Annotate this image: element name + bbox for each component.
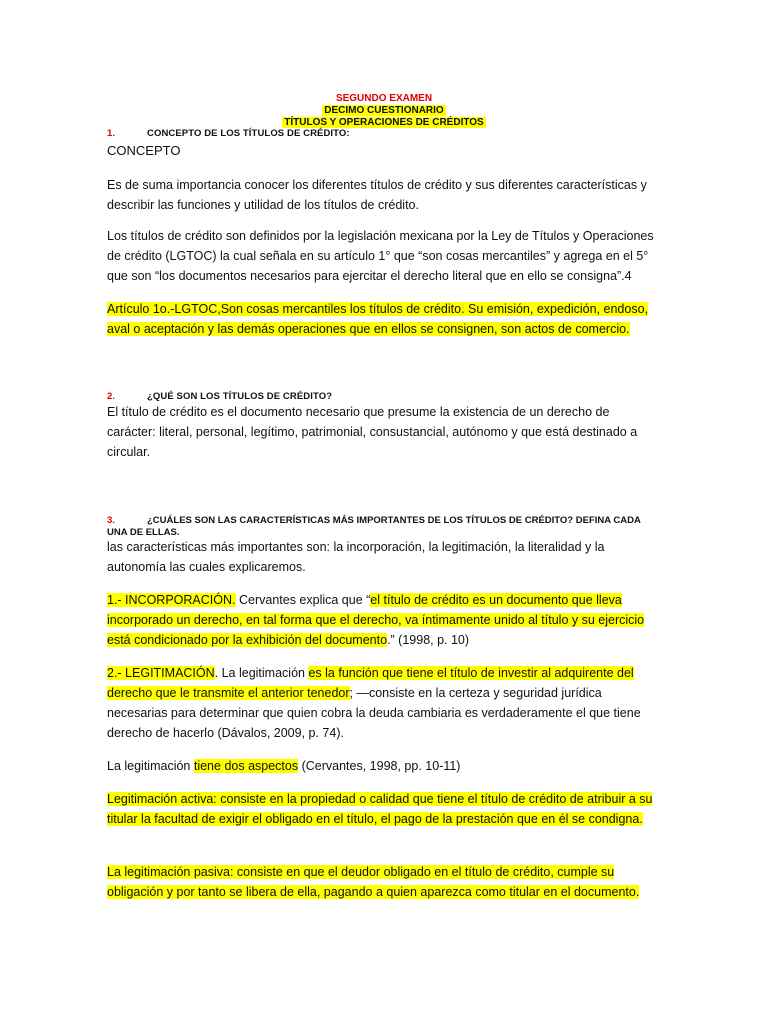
section3-heading-text: ¿CUÁLES SON LAS CARACTERÍSTICAS MÁS IMPORTANTES DE LOS TÍTULOS DE CRÉDITO? DEFINA CADA UNA DE ELLAS. <box>107 515 641 538</box>
subject-title: TÍTULOS Y OPERACIONES DE CRÉDITOS <box>284 117 484 128</box>
section1-paragraph-2: Los títulos de crédito son definidos por la legislación mexicana por la Ley de Títulos y Operaciones de crédito (LGTOC) la cual señala en su artículo 1° que “son cosas mercantiles” y agrega en el 5° que son “los documentos necesarios para ejercitar el derecho literal que en ello se consigna”.4 <box>107 229 654 283</box>
section2-heading-text: ¿QUÉ SON LOS TÍTULOS DE CRÉDITO? <box>147 391 333 402</box>
legitimacion-paragraph: 2.- LEGITIMACIÓN. La legitimación es la función que tiene el título de investir al adquirente del derecho que le transmite el anterior tenedor; —consiste en la certeza y seguridad jurídica necesarias para determinar que quien cobra la deuda cambiaria es verdaderamente el que tiene derecho de hacerlo (Dávalos, 2009, p. 74). <box>107 666 641 740</box>
legitimacion-activa-highlight: Legitimación activa: consiste en la propiedad o calidad que tiene el título de crédito de atribuir a su titular la facultad de exigir el obligado en el título, el pago de la prestación que en él se condigna. <box>107 792 653 826</box>
legitimacion-activa-paragraph <box>107 789 655 829</box>
questionnaire-title: DECIMO CUESTIONARIO <box>324 105 444 116</box>
section1-paragraph-1: Es de suma importancia conocer los diferentes títulos de crédito y sus diferentes características y describir las funciones y utilidad de los títulos de crédito. <box>107 178 647 212</box>
legitimacion-label: 2.- LEGITIMACIÓN <box>107 666 215 680</box>
section1-heading <box>107 128 350 139</box>
incorporacion-quote: el título de crédito es un documento que lleva incorporado un derecho, en tal forma que el derecho, va íntimamente unido al título y su ejercicio está condicionado por la exhibición del documento <box>107 593 645 647</box>
concepto-subheading: CONCEPTO <box>107 143 181 158</box>
legitimacion-highlight: es la función que tiene el título de investir al adquirente del derecho que le transmite el anterior tenedor <box>107 666 634 700</box>
section3-heading <box>107 515 662 539</box>
article-1-highlight: Artículo 1o.-LGTOC,Son cosas mercantiles los títulos de crédito. Su emisión, expedición, endoso, aval o aceptación y las demás operaciones que en ellos se consignen, son actos de comercio. <box>107 302 649 336</box>
exam-title: SEGUNDO EXAMEN <box>335 93 433 104</box>
document-title-block <box>0 93 768 129</box>
incorporacion-label: 1.- INCORPORACIÓN. <box>107 593 236 607</box>
aspectos-paragraph: La legitimación tiene dos aspectos (Cervantes, 1998, pp. 10-11) <box>107 759 461 773</box>
aspectos-highlight: tiene dos aspectos <box>193 759 299 773</box>
legitimacion-pasiva-highlight: La legitimación pasiva: consiste en que el deudor obligado en el título de crédito, cumple su obligación y por tanto se libera de ella, pagando a quien aparezca como titular en el documento. <box>107 865 640 899</box>
legitimacion-pasiva-paragraph <box>107 862 655 902</box>
incorporacion-paragraph: 1.- INCORPORACIÓN. Cervantes explica que “el título de crédito es un documento que lleva incorporado un derecho, en tal forma que el derecho, va íntimamente unido al título y su ejercicio está condicionado por la exhibición del documento.” (1998, p. 10) <box>107 593 645 647</box>
section1-heading-text: CONCEPTO DE LOS TÍTULOS DE CRÉDITO: <box>147 128 350 139</box>
section2-heading <box>107 391 332 402</box>
article-1-quote <box>107 299 659 339</box>
section2-paragraph: El título de crédito es el documento necesario que presume la existencia de un derecho de carácter: literal, personal, legítimo, patrimonial, consustancial, autónomo y que está destinado a circular. <box>107 405 638 459</box>
section1-number: 1. <box>107 128 116 139</box>
section2-number: 2. <box>107 391 116 402</box>
section3-number: 3. <box>107 515 115 526</box>
section3-intro: las características más importantes son: la incorporación, la legitimación, la literalidad y la autonomía las cuales explicaremos. <box>107 540 605 574</box>
